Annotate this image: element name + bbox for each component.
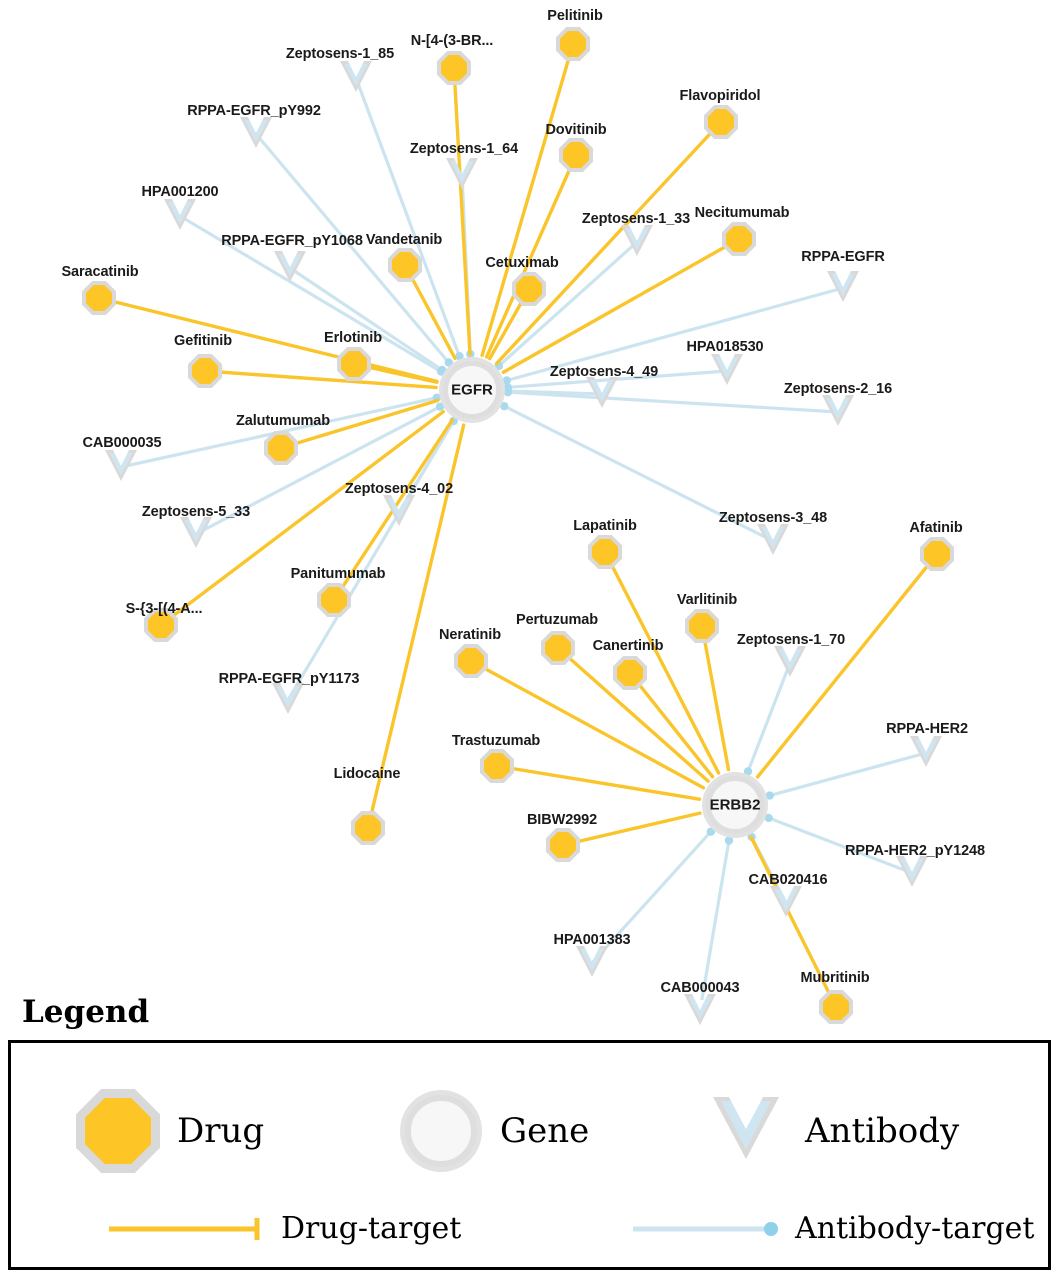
antibody-target-edge-icon [631,1214,781,1244]
antibody-icon [707,351,747,391]
antibody-icon [236,114,276,154]
drug-node-label: S-{3-[(4-A... [125,601,203,617]
antibody-node-label: CAB000043 [660,980,740,996]
drug-node-label: BIBW2992 [526,812,598,828]
drug-node-core [550,832,576,858]
drug-node-core [516,276,542,302]
drug-node-core [560,31,586,57]
antibody-icon [270,248,310,288]
drug-node-core [823,994,849,1020]
drug-node-core [617,660,643,686]
antibody-icon [892,853,932,893]
drug-target-edge [482,44,573,355]
drug-node-label: N-[4-(3-BR... [410,33,494,49]
antibody-node-label: RPPA-EGFR_pY992 [187,103,321,119]
legend-node-antibody [701,1091,959,1171]
legend-node-gene [396,1091,589,1171]
drug-node-label: Erlotinib [324,330,382,346]
antibody-icon [336,58,376,98]
legend-edge-drug-target [107,1211,461,1246]
antibody-icon [680,991,720,1031]
antibody-icon [379,492,419,532]
drug-node-label: Lapatinib [573,518,637,534]
antibody-node-label: Zeptosens-1_33 [581,211,691,227]
gene-node-label: EGFR [451,381,493,399]
drug-target-edge-icon [107,1214,267,1244]
drug-node-label: Canertinib [592,638,664,654]
legend-label-drug-target: Drug-target [281,1211,462,1246]
drug-node-label: Vandetanib [365,232,443,248]
drug-node-core [592,539,618,565]
antibody-node-label: RPPA-HER2_pY1248 [845,843,985,859]
drug-node-core [708,109,734,135]
legend-title: Legend [22,994,150,1030]
drug-target-edge [497,122,721,364]
antibody-icon [906,733,946,773]
drug-node-core [545,635,571,661]
drug-node-core [321,587,347,613]
antibody-target-edge [700,840,729,1000]
drug-node-label: Saracatinib [61,264,139,280]
antibody-target-edge [770,753,926,796]
antibody-node-label: Zeptosens-5_33 [141,504,251,520]
drug-node-core [484,753,510,779]
legend-label-antibody-target: Antibody-target [795,1211,1035,1246]
drug-node-label: Zalutumumab [236,413,330,429]
antibody-node-label: RPPA-HER2 [886,721,968,737]
drug-node-label: Necitumumab [694,205,790,221]
antibody-icon [582,374,622,414]
antibody-target-edge [288,421,454,700]
drug-target-edge [454,68,470,354]
gene-icon [396,1091,486,1171]
drug-node-label: Panitumumab [290,566,386,582]
drug-node-label: Pelitinib [547,8,603,24]
drug-node-label: Varlitinib [676,592,738,608]
legend-label-drug: Drug [177,1111,265,1151]
drug-node-label: Gefitinib [174,333,232,349]
legend-node-drug [73,1091,264,1171]
antibody-node-label: Zeptosens-4_02 [344,481,454,497]
drug-node-label: Flavopiridol [679,88,761,104]
drug-icon [73,1091,163,1171]
drug-node-label: Afatinib [909,520,963,536]
antibody-icon [818,392,858,432]
antibody-node-label: Zeptosens-3_48 [718,510,828,526]
drug-node-core [458,648,484,674]
antibody-node-label: HPA018530 [686,339,764,355]
legend-box [8,1040,1051,1270]
drug-node-core [924,541,950,567]
antibody-node-label: HPA001383 [553,932,631,948]
antibody-icon [617,222,657,262]
drug-node-core [563,142,589,168]
drug-node-core [689,613,715,639]
drug-node-core [355,815,381,841]
antibody-node-label: RPPA-EGFR_pY1173 [218,671,360,687]
legend-label-gene: Gene [500,1111,590,1151]
antibody-icon [101,447,141,487]
drug-node-label: Pertuzumab [516,612,598,628]
antibody-icon [176,514,216,554]
drug-node-label: Mubritinib [800,970,870,986]
drug-node-core [726,226,752,252]
drug-node-label: Lidocaine [333,766,401,782]
antibody-icon [442,155,482,195]
antibody-node-label: HPA001200 [141,184,219,200]
antibody-node-label: CAB000035 [82,435,162,451]
antibody-node-label: CAB020416 [748,872,828,888]
antibody-icon [770,643,810,683]
antibody-icon [766,883,806,923]
drug-node-label: Trastuzumab [451,733,541,749]
antibody-icon [572,943,612,983]
antibody-node-label: Zeptosens-1_70 [736,632,846,648]
drug-node-label: Neratinib [439,627,501,643]
antibody-icon [823,268,863,308]
antibody-icon [701,1091,791,1171]
legend-edge-antibody-target [631,1211,1035,1246]
antibody-node-label: RPPA-EGFR_pY1068 [221,233,363,249]
antibody-node-label: Zeptosens-1_85 [285,46,395,62]
gene-node-label: ERBB2 [709,796,761,814]
antibody-icon [753,521,793,561]
antibody-node-label: Zeptosens-1_64 [409,141,519,157]
legend-label-antibody: Antibody [805,1111,960,1151]
antibody-node-label: RPPA-EGFR [801,249,885,265]
antibody-icon [160,196,200,236]
antibody-node-label: Zeptosens-2_16 [783,381,893,397]
antibody-node-label: Zeptosens-4_49 [549,364,659,380]
drug-node-label: Dovitinib [545,122,607,138]
drug-node-label: Cetuximab [485,255,559,271]
